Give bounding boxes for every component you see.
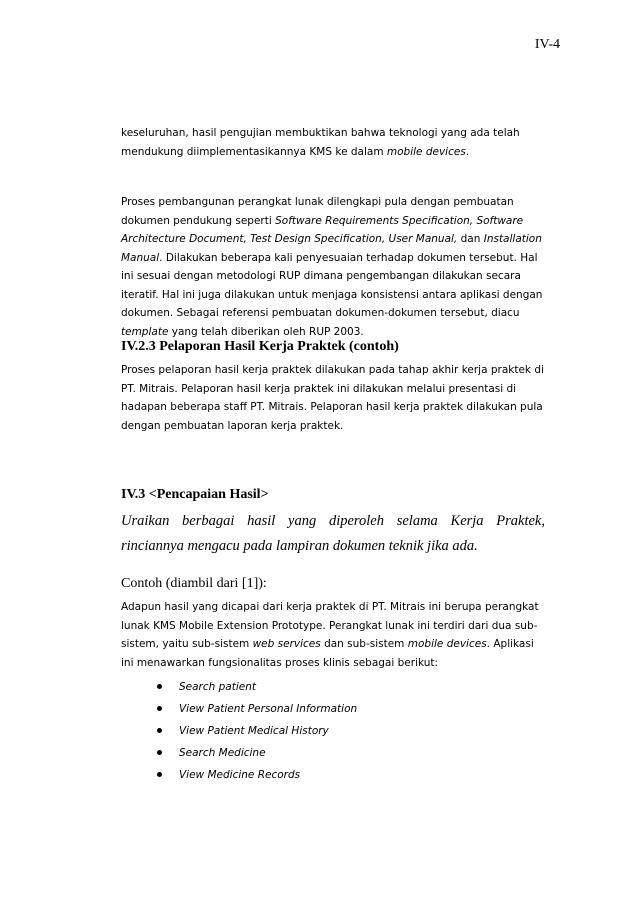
list-item: Search patient [121,676,545,698]
heading-text: IV.3 <Pencapaian Hasil> [121,487,269,502]
text-run: . Dilakukan beberapa kali penyesuaian terhadap dokumen tersebut. Hal ini sesuai dengan metodologi RUP dimana pengembangan dilakukan secara iteratif. Hal ini juga dilakukan untuk menjaga konsistensi antara aplikasi dengan dokumen. Sebagai referensi pembuatan dokumen-dokumen tersebut, diacu [121,251,543,319]
heading-text: IV.2.3 Pelaporan Hasil Kerja Praktek (contoh) [121,339,399,354]
text-run: Adapun hasil yang dicapai dari kerja praktek di PT. Mitrais ini berupa perangkat lunak KMS Mobile Extension Prototype. Perangkat lunak ini terdiri dari dua sub-sistem, yaitu sub-sistem [121,601,539,650]
section-heading-iv23 [121,339,545,355]
text-run: . Aplikasi ini menawarkan fungsionalitas proses klinis sebagai berikut: [121,638,534,669]
text-run: yang telah diberikan oleh RUP 2003. [168,325,364,338]
text-run: dan sub-sistem [320,638,408,650]
text-run-italic: Software Requirements Specification, Software Architecture Document, Test Design Specification, User Manual, [121,214,524,245]
text-run: dan [457,233,484,245]
page-number: IV-4 [534,37,560,52]
list-item: View Patient Personal Information [121,698,545,720]
list-item: View Medicine Records [121,764,545,786]
bullet-icon [157,728,162,733]
list-item: View Patient Medical History [121,720,545,742]
text-run: Proses pembangunan perangkat lunak dilengkapi pula dengan pembuatan dokumen pendukung seperti [121,196,514,227]
instruction-block [121,509,545,559]
text-run-italic: template [121,325,169,338]
text-run-italic: Installation Manual [121,233,542,264]
paragraph-results [121,598,545,672]
paragraph-continuation [121,124,545,161]
bullet-icon [157,772,162,777]
example-text: Contoh (diambil dari [1]): [121,576,267,591]
bullet-icon [157,750,162,755]
text-run-italic: mobile devices [386,145,466,158]
instruction-text: Uraikan berbagai hasil yang diperoleh selama Kerja Praktek, rinciannya mengacu pada lampiran dokumen teknik jika ada. [121,513,545,554]
paragraph-reporting [121,361,545,435]
bullet-icon [157,706,162,711]
paragraph-text: Proses pelaporan hasil kerja praktek dilakukan pada tahap akhir kerja praktek di PT. Mitrais. Pelaporan hasil kerja praktek ini dilakukan melalui presentasi di hadapan beberapa staff PT. Mitrais. Pelaporan hasil kerja praktek dilakukan pula dengan pembuatan laporan kerja praktek. [121,364,544,432]
list-item: Search Medicine [121,742,545,764]
text-run-italic: mobile devices [407,638,487,650]
paragraph-documentation [121,193,545,341]
text-run: . [465,145,470,158]
text-run: keseluruhan, hasil pengujian membuktikan bahwa teknologi yang ada telah mendukung diimplementasikannya KMS ke dalam [121,127,520,158]
text-run-italic: web services [252,638,321,650]
bullet-icon [157,684,162,689]
example-label [121,576,545,592]
feature-list [121,676,545,786]
section-heading-iv3 [121,487,545,503]
